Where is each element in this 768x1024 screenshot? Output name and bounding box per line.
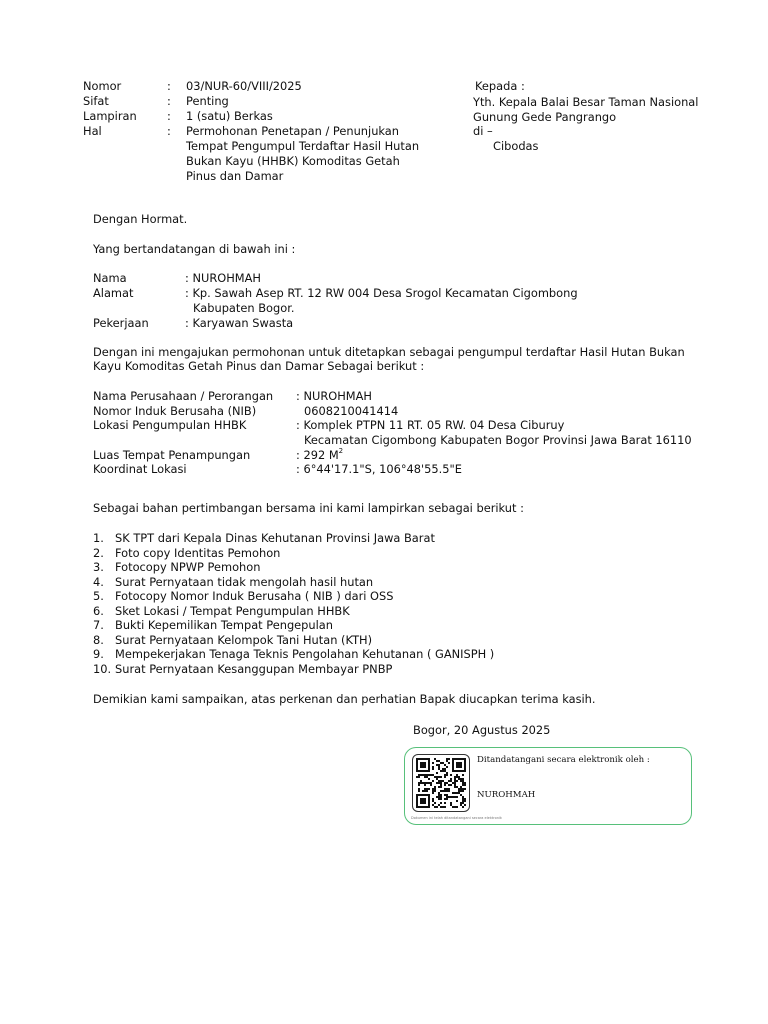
attachment-number: 3. [93, 560, 104, 575]
attachment-number: 1. [93, 531, 104, 545]
attachment-text: Surat Pernyataan tidak mengolah hasil hutan [115, 574, 374, 589]
place-date: Bogor, 20 Agustus 2025 [413, 723, 551, 737]
hal-value-line: Pinus dan Damar [186, 169, 284, 183]
recipient-line: Gunung Gede Pangrango [473, 110, 617, 124]
e-signature-box [404, 747, 692, 825]
request-text: Dengan ini mengajukan permohonan untuk ditetapkan sebagai pengumpul terdaftar Hasil Hutan Bukan [93, 345, 685, 359]
request-text: Kayu Komoditas Getah Pinus dan Damar Sebagai berikut : [93, 359, 425, 373]
attachment-text: Fotocopy NPWP Pemohon [115, 560, 261, 575]
sifat-label: Sifat [83, 94, 109, 108]
attachment-number: 7. [93, 618, 104, 633]
nomor-label: Nomor [83, 79, 122, 93]
company-label: Luas Tempat Penampungan [93, 448, 251, 462]
sifat-value: Penting [186, 94, 229, 108]
superscript: 2 [338, 447, 344, 456]
company-value: : NUROHMAH [296, 389, 372, 403]
company-label: Nama Perusahaan / Perorangan [93, 389, 274, 403]
nomor-sep: : [167, 79, 171, 93]
signature-footnote: Dokumen ini telah ditandatangani secara elektronik [411, 816, 502, 820]
greeting: Dengan Hormat. [93, 212, 188, 226]
attachment-number: 2. [93, 545, 104, 560]
hal-label: Hal [83, 124, 102, 138]
recipient-kepada: Kepada : [475, 79, 525, 93]
attachment-text: Surat Pernyataan Kelompok Tani Hutan (KTH) [115, 632, 373, 647]
person-value: : NUROHMAH [185, 271, 261, 285]
intro-text: Yang bertandatangan di bawah ini : [93, 242, 296, 256]
recipient-line: di – [473, 124, 493, 138]
nomor-value: 03/NUR-60/VIII/2025 [186, 79, 302, 93]
hal-value-line: Tempat Pengumpul Terdaftar Hasil Hutan [186, 139, 420, 153]
attachment-text: Mempekerjakan Tenaga Teknis Pengolahan Kehutanan ( GANISPH ) [115, 647, 495, 662]
attachment-number: 9. [93, 647, 104, 662]
person-label: Nama [93, 271, 127, 285]
attachment-number: 6. [93, 603, 104, 618]
attachment-text: Sket Lokasi / Tempat Pengumpulan HHBK [115, 603, 350, 618]
company-value-cont: Kecamatan Cigombong Kabupaten Bogor Provinsi Jawa Barat 16110 [304, 433, 692, 447]
attachment-number: 8. [93, 632, 104, 647]
sifat-sep: : [167, 94, 171, 108]
attachment-text: Fotocopy Nomor Induk Berusaha ( NIB ) dari OSS [115, 589, 394, 604]
company-label: Nomor Induk Berusaha (NIB) [93, 404, 257, 418]
hal-value-line: Bukan Kayu (HHBK) Komoditas Getah [186, 154, 400, 168]
company-label: Koordinat Lokasi [93, 462, 187, 476]
lampiran-sep: : [167, 109, 171, 123]
recipient-line: Yth. Kepala Balai Besar Taman Nasional [473, 95, 699, 109]
person-value: : Karyawan Swasta [185, 316, 294, 330]
attachment-text: Surat Pernyataan Kesanggupan Membayar PNBP [115, 661, 393, 676]
company-value: 0608210041414 [304, 404, 399, 418]
attachment-text: Bukti Kepemilikan Tempat Pengepulan [115, 618, 333, 633]
attachments-intro: Sebagai bahan pertimbangan bersama ini kami lampirkan sebagai berikut : [93, 501, 524, 515]
attachment-number: 4. [93, 574, 104, 589]
person-label: Pekerjaan [93, 316, 149, 330]
qr-code-icon [413, 755, 469, 811]
company-value: : 292 $M^2$ [296, 447, 344, 462]
company-label: Lokasi Pengumpulan HHBK [93, 418, 247, 432]
company-value: : 6°44'17.1"S, 106°48'55.5"E [296, 462, 462, 476]
qr-code [412, 754, 470, 812]
lampiran-label: Lampiran [83, 109, 137, 123]
person-value-cont: Kabupaten Bogor. [193, 301, 295, 315]
signed-electronically-text: Ditandatangani secara elektronik oleh : [477, 755, 650, 765]
hal-value-line: Permohonan Penetapan / Penunjukan [186, 124, 400, 138]
lampiran-value: 1 (satu) Berkas [186, 109, 273, 123]
company-value: : Komplek PTPN 11 RT. 05 RW. 04 Desa Ciburuy [296, 418, 565, 432]
attachment-text: Foto copy Identitas Pemohon [115, 545, 281, 560]
attachment-text: SK TPT dari Kepala Dinas Kehutanan Provinsi Jawa Barat [115, 531, 435, 545]
person-value: : Kp. Sawah Asep RT. 12 RW 004 Desa Srogol Kecamatan Cigombong [185, 286, 578, 300]
attachment-number: 10. [93, 661, 112, 676]
signer-name: NUROHMAH [477, 790, 536, 800]
recipient-city: Cibodas [493, 139, 539, 153]
closing-text: Demikian kami sampaikan, atas perkenan dan perhatian Bapak diucapkan terima kasih. [93, 692, 596, 706]
attachment-number: 5. [93, 589, 104, 604]
person-label: Alamat [93, 286, 134, 300]
hal-sep: : [167, 124, 171, 138]
